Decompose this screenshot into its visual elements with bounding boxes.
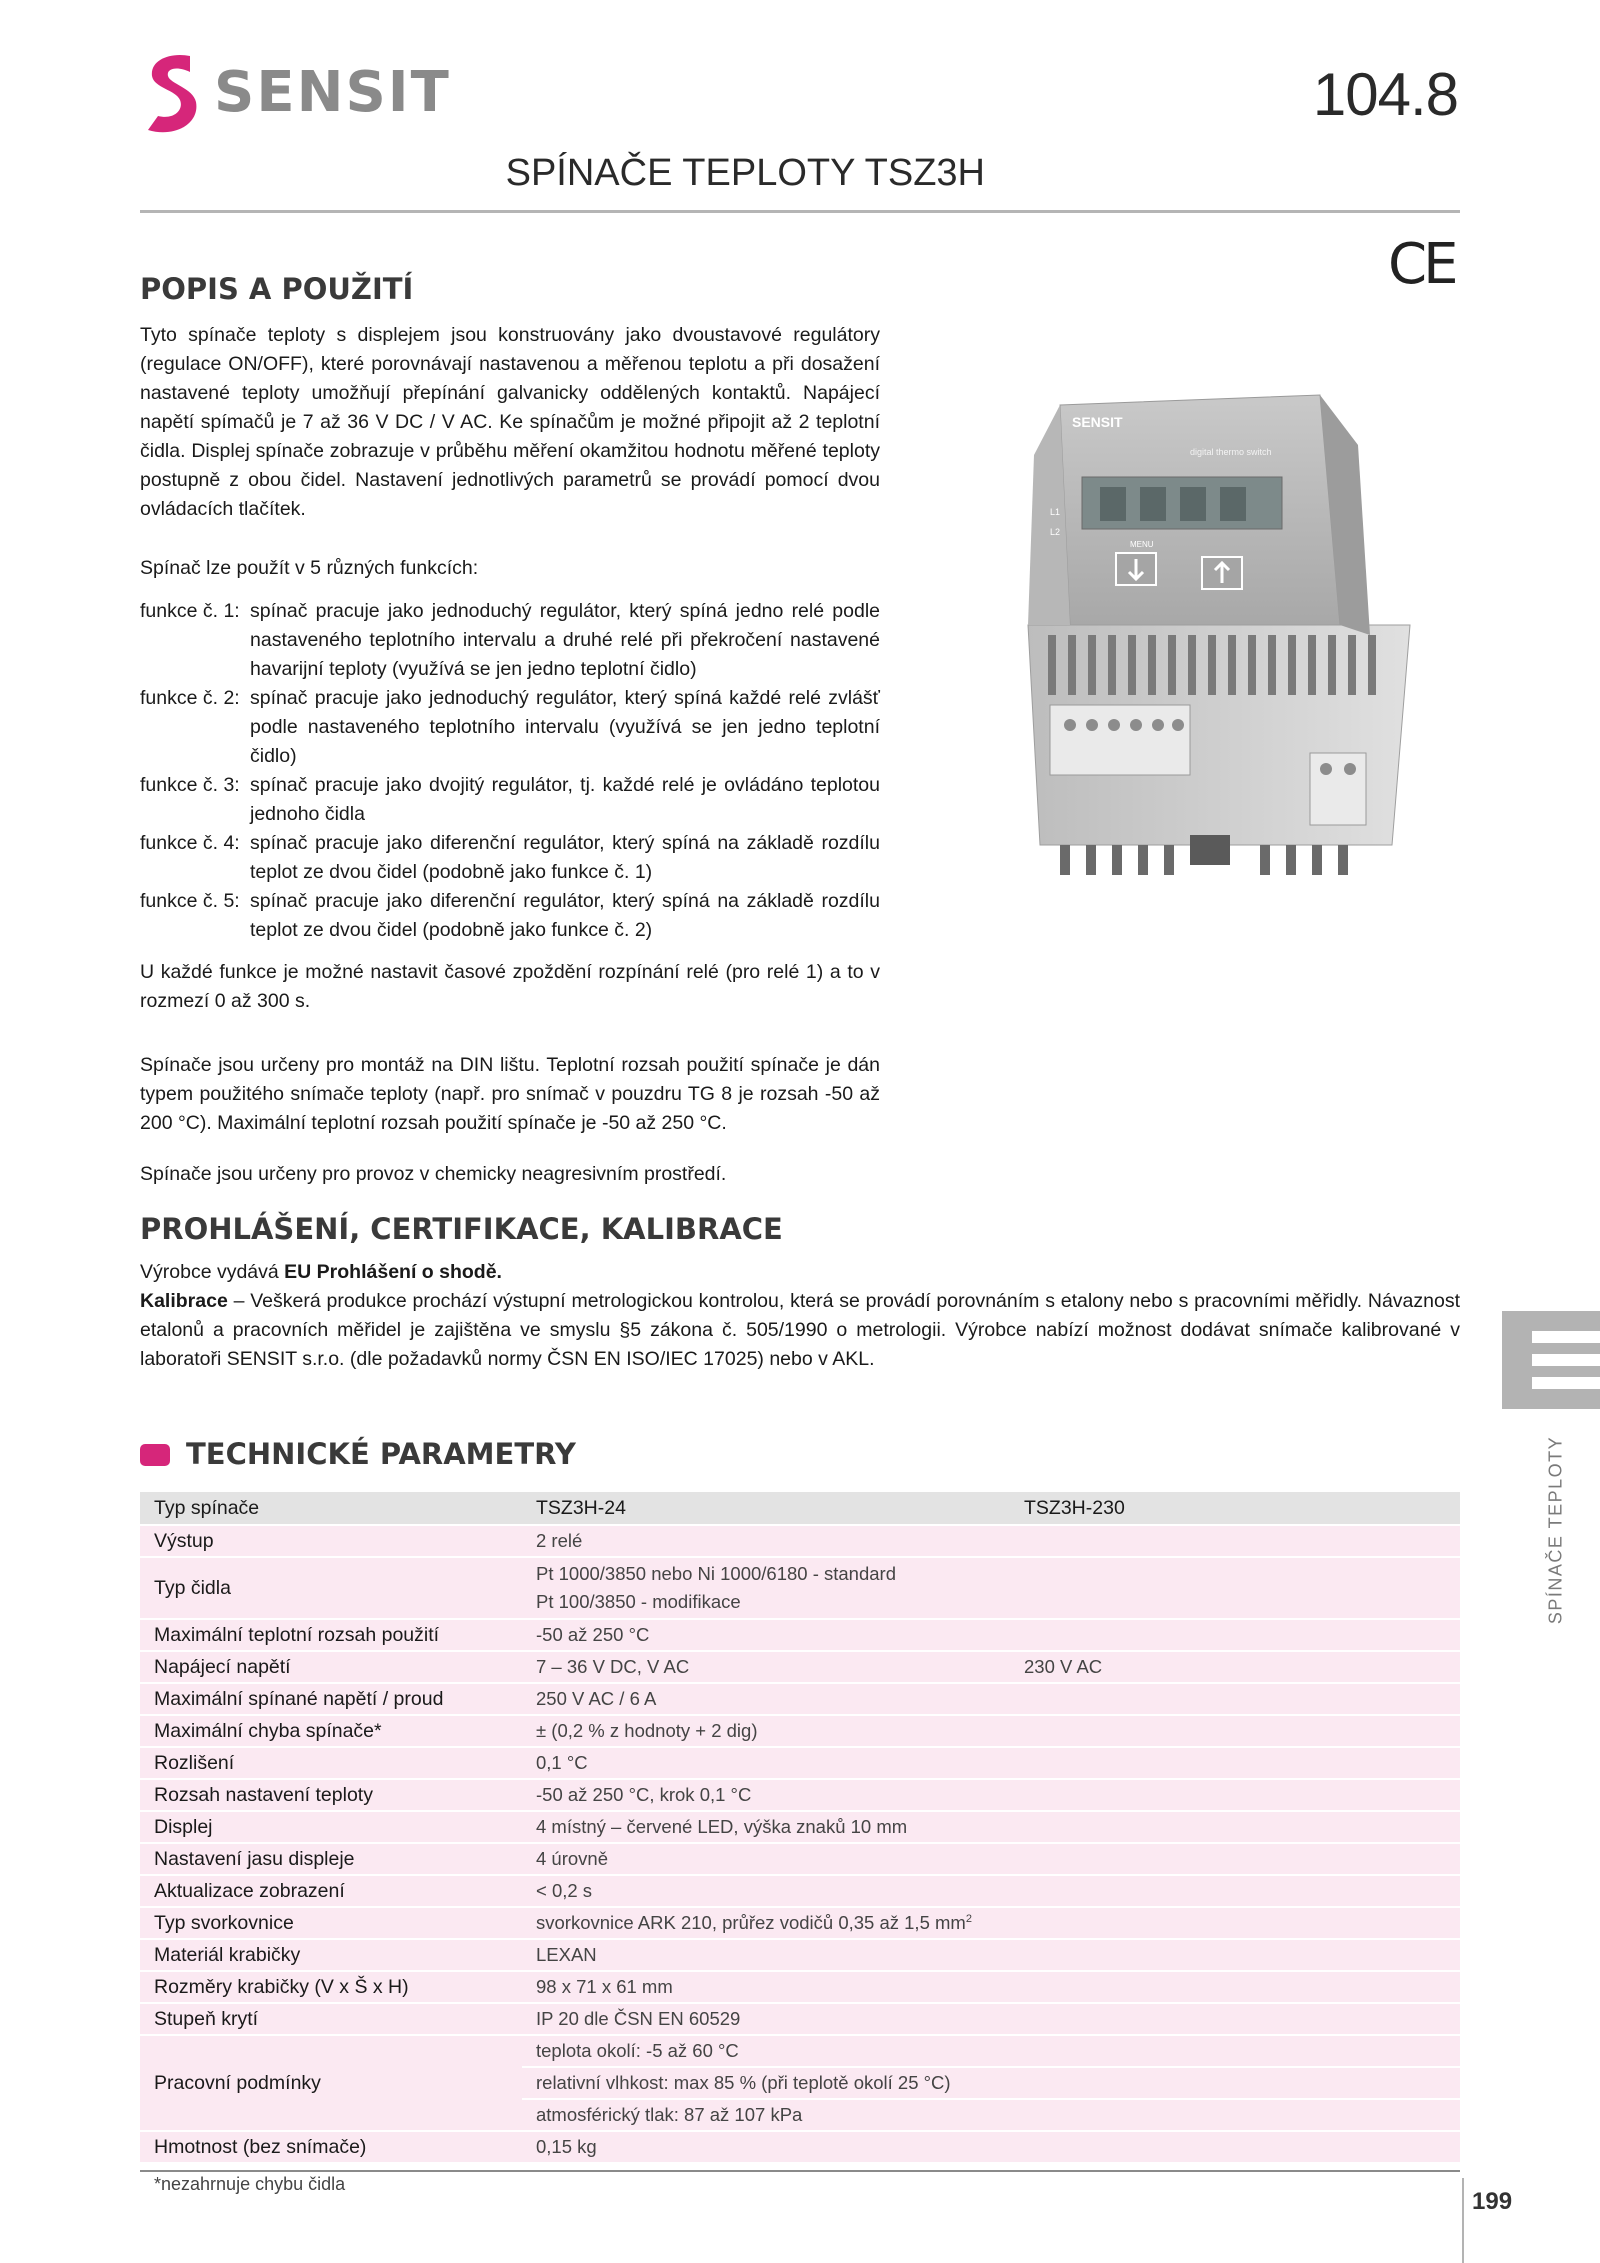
param-name: Displej [140,1811,522,1843]
function-item [140,771,880,829]
parameters-table [140,1492,1460,2164]
section-bullet-icon [140,1444,170,1466]
table-row [140,1971,1460,2003]
param-name: Maximální chyba spínače* [140,1715,522,1747]
table-row [140,1811,1460,1843]
side-tab-bar [1532,1354,1600,1366]
function-text: spínač pracuje jako jednoduchý regulátor, který spíná každé relé zvlášť podle nastaveného teplotního intervalu (využívá se jen jedno teplotní čidlo) [250,687,880,767]
table-row [140,1843,1460,1875]
param-name: Rozsah nastavení teploty [140,1779,522,1811]
mounting-paragraph: Spínače jsou určeny pro montáž na DIN lištu. Teplotní rozsah použití spínače je dán typem použitého snímače teploty (např. pro snímač v pouzdru TG 8 je rozsah -50 až 200 °C). Maximální teplotní rozsah použití spínače je -50 až 250 °C. [140,1054,880,1134]
function-text: spínač pracuje jako dvojitý regulátor, tj. každé relé je ovládáno teplotou jednoho čidla [250,774,880,825]
table-row [140,2131,1460,2163]
functions-intro: Spínač lze použít v 5 různých funkcích: [140,557,479,579]
device-menu-label: MENU [1130,540,1154,549]
param-value [522,1907,1460,1939]
param-value: IP 20 dle ČSN EN 60529 [522,2003,1460,2035]
param-value: relativní vlhkost: max 85 % (při teplotě okolí 25 °C) [522,2067,1460,2099]
param-value: 98 x 71 x 61 mm [522,1971,1460,2003]
param-value: ± (0,2 % z hodnoty + 2 dig) [522,1715,1460,1747]
section-heading-prohlaseni: PROHLÁŠENÍ, CERTIFIKACE, KALIBRACE [140,1212,783,1246]
side-tab-bar [1532,1377,1600,1389]
page-number-divider [1462,2178,1464,2263]
param-name: Typ svorkovnice [140,1907,522,1939]
side-tab [1502,1311,1600,1409]
param-value-line: Pt 100/3850 - modifikace [536,1591,741,1612]
declaration-text [140,1258,1460,1374]
sensit-logo [140,50,451,134]
param-name: Rozměry krabičky (V x Š x H) [140,1971,522,2003]
param-value: 250 V AC / 6 A [522,1683,1460,1715]
param-name: Pracovní podmínky [140,2035,522,2131]
table-row [140,1939,1460,1971]
param-value: 230 V AC [1010,1651,1460,1683]
function-item [140,887,880,945]
param-value: -50 až 250 °C, krok 0,1 °C [522,1779,1460,1811]
function-label: funkce č. 5: [140,890,240,912]
device-led2-label: L2 [1050,527,1061,537]
param-value: < 0,2 s [522,1875,1460,1907]
table-row [140,1715,1460,1747]
declaration-prefix: Výrobce vydává [140,1261,285,1283]
calibration-label: Kalibrace [140,1290,228,1312]
device-subtitle: digital thermo switch [1190,447,1272,457]
catalog-code: 104.8 [1312,61,1458,128]
param-value: LEXAN [522,1939,1460,1971]
param-value: -50 až 250 °C [522,1619,1460,1651]
delay-paragraph: U každé funkce je možné nastavit časové zpoždění rozpínání relé (pro relé 1) a to v rozmezí 0 až 300 s. [140,961,880,1012]
param-value: 7 – 36 V DC, V AC [522,1651,1010,1683]
declaration-line [140,1258,1460,1287]
ce-mark: CE [1388,232,1455,297]
param-name: Stupeň krytí [140,2003,522,2035]
header-cell: TSZ3H-24 [522,1492,1010,1525]
table-row [140,1683,1460,1715]
function-text: spínač pracuje jako diferenční regulátor, který spíná na základě rozdílu teplot ze dvou čidel (podobně jako funkce č. 1) [250,832,880,883]
title-divider [140,210,1460,213]
environment-paragraph: Spínače jsou určeny pro provoz v chemicky neagresivním prostředí. [140,1163,727,1185]
side-label: SPÍNAČE TEPLOTY [1545,1435,1566,1625]
function-item [140,829,880,887]
function-label: funkce č. 3: [140,774,240,796]
param-value: 4 místný – červené LED, výška znaků 10 mm [522,1811,1460,1843]
table-row [140,2003,1460,2035]
function-label: funkce č. 1: [140,600,240,622]
param-name: Maximální spínané napětí / proud [140,1683,522,1715]
header-cell: Typ spínače [140,1492,522,1525]
function-label: funkce č. 4: [140,832,240,854]
superscript: 2 [965,1912,972,1925]
sensit-logo-text: SENSIT [214,59,451,125]
section-heading-popis: POPIS A POUŽITÍ [140,272,414,306]
side-tab-bar [1532,1331,1600,1343]
device-led1-label: L1 [1050,507,1061,517]
calibration-text: – Veškerá produkce prochází výstupní metrologickou kontrolou, která se provádí porovnáním s etalony nebo s pracovními měřidly. Návaznost etalonů a pracovních měřidel je zajištěna ve smyslu §5 zákona č. 505/1990 o metrologii. Výrobce nabízí možnost dodávat snímače kalibrované v laboratoři SENSIT s.r.o. (dle požadavků normy ČSN EN ISO/IEC 17025) nebo v AKL. [140,1290,1460,1370]
footnote: *nezahrnuje chybu čidla [154,2174,346,2194]
param-value [522,1557,1460,1619]
param-value: teplota okolí: -5 až 60 °C [522,2035,1460,2067]
param-name: Hmotnost (bez snímače) [140,2131,522,2163]
table-row [140,1651,1460,1683]
function-item [140,684,880,771]
param-name: Aktualizace zobrazení [140,1875,522,1907]
table-row [140,1907,1460,1939]
page-number: 199 [1472,2188,1513,2215]
sensit-logo-mark-icon [140,50,202,134]
table-row [140,1875,1460,1907]
function-label: funkce č. 2: [140,687,240,709]
functions-list [140,597,880,945]
function-item [140,597,880,684]
param-name: Napájecí napětí [140,1651,522,1683]
param-value: 4 úrovně [522,1843,1460,1875]
param-value-line: Pt 1000/3850 nebo Ni 1000/6180 - standard [536,1563,897,1584]
declaration-bold: EU Prohlášení o shodě. [284,1261,502,1283]
param-name: Materiál krabičky [140,1939,522,1971]
param-name: Nastavení jasu displeje [140,1843,522,1875]
section-heading-technicke: TECHNICKÉ PARAMETRY [186,1437,576,1471]
param-name: Rozlišení [140,1747,522,1779]
function-text: spínač pracuje jako diferenční regulátor, který spíná na základě rozdílu teplot ze dvou čidel (podobně jako funkce č. 2) [250,890,880,941]
function-text: spínač pracuje jako jednoduchý regulátor, který spíná jedno relé podle nastaveného teplotního intervalu a druhé relé při překročení nastavené havarijní teploty (využívá se jen jedno teplotní čidlo) [250,600,880,680]
param-value: atmosférický tlak: 87 až 107 kPa [522,2099,1460,2131]
param-value: 0,15 kg [522,2131,1460,2163]
page-title: SPÍNAČE TEPLOTY TSZ3H [505,152,985,194]
table-header-row [140,1492,1460,1525]
table-row [140,1525,1460,1557]
device-brand: SENSIT [1072,414,1123,430]
param-name: Typ čidla [140,1557,522,1619]
product-image [1020,375,1420,885]
table-row [140,1747,1460,1779]
table-row [140,1557,1460,1619]
table-row [140,1619,1460,1651]
calibration-paragraph [140,1287,1460,1374]
param-name: Maximální teplotní rozsah použití [140,1619,522,1651]
description-paragraph: Tyto spínače teploty s displejem jsou konstruovány jako dvoustavové regulátory (regulace ON/OFF), které porovnávají nastavenou a měřenou teplotu a při dosažení nastavené teploty umožňují přepínání galvanicky oddělených kontaktů. Napájecí napětí spímačů je 7 až 36 V DC / V AC. Ke spínačům je možné připojit až 2 teplotní čidla. Displej spínače zobrazuje v průběhu měření okamžitou hodnotu měřené teploty postupně z obou čidel. Nastavení jednotlivých parametrů se provádí pomocí dvou ovládacích tlačítek. [140,324,880,520]
table-bottom-rule [140,2170,1460,2172]
table-row [140,1779,1460,1811]
param-value: 0,1 °C [522,1747,1460,1779]
param-name: Výstup [140,1525,522,1557]
param-value-text: svorkovnice ARK 210, průřez vodičů 0,35 až 1,5 mm [536,1912,966,1933]
param-value: 2 relé [522,1525,1460,1557]
header-cell: TSZ3H-230 [1010,1492,1460,1525]
table-row [140,2035,1460,2067]
